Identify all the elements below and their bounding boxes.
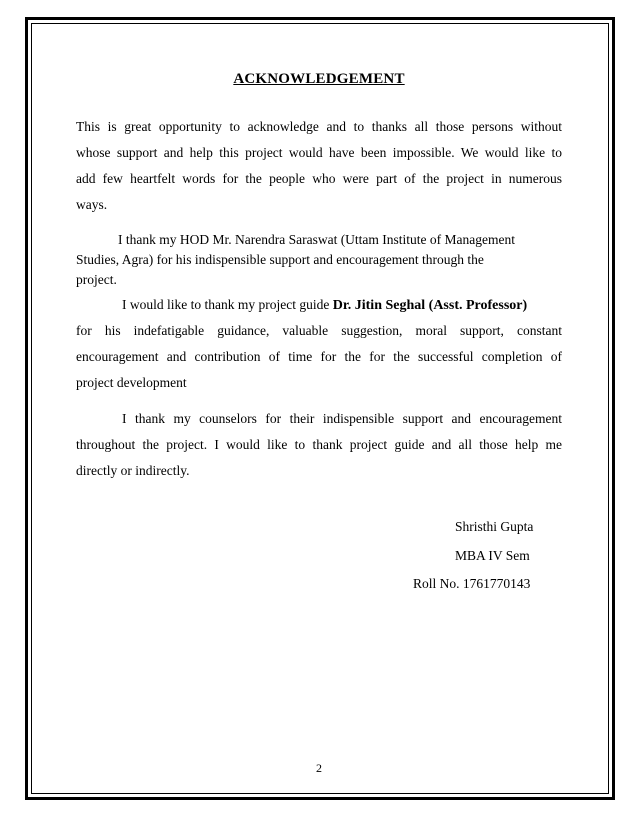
guide-name: Dr. Jitin Seghal (Asst. Professor): [332, 298, 528, 313]
text-line: project development: [76, 375, 187, 390]
paragraph-counselor-thanks: [76, 406, 562, 484]
text-line: throughout the project. I would like to thank project guide and all those help me: [76, 437, 562, 452]
text-line: I thank my HOD Mr. Narendra Saraswat (Uttam Institute of Management: [118, 232, 516, 247]
paragraph-guide-thanks: [76, 292, 562, 396]
signature-name: Shristhi Gupta: [455, 519, 534, 534]
text-line: I thank my counselors for their indispensible support and encouragement: [122, 411, 562, 426]
text-line: for his indefatigable guidance, valuable suggestion, moral support, constant: [76, 323, 562, 338]
signature-course: MBA IV Sem: [455, 548, 530, 563]
text-line: [76, 292, 562, 318]
paragraph-intro: [76, 114, 562, 218]
signature-roll-number: Roll No. 1761770143: [413, 576, 531, 591]
text-line: ways.: [76, 197, 108, 212]
page-title: ACKNOWLEDGEMENT: [233, 71, 405, 87]
text-line: project.: [76, 272, 117, 287]
text-line: directly or indirectly.: [76, 463, 190, 478]
text-line: encouragement and contribution of time for the for the successful completion of: [76, 349, 562, 364]
paragraph-hod-thanks: [76, 230, 562, 290]
text-line: add few heartfelt words for the people who were part of the project in numerous: [76, 171, 562, 186]
text-segment: I would like to thank my project guide: [122, 297, 333, 312]
text-line: This is great opportunity to acknowledge and to thanks all those persons without: [76, 119, 562, 134]
page-number: 2: [316, 761, 322, 775]
text-line: whose support and help this project would have been impossible. We would like to: [76, 145, 562, 160]
text-line: Studies, Agra) for his indispensible support and encouragement through the: [76, 252, 484, 267]
